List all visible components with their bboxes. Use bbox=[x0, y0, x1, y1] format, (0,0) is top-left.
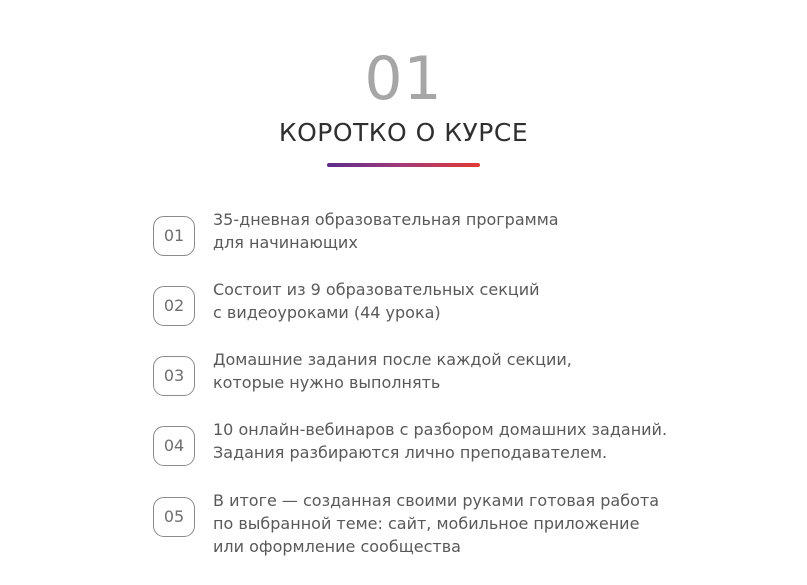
feature-item-4 bbox=[153, 420, 713, 486]
feature-text-line: 10 онлайн-вебинаров с разбором домашних заданий. bbox=[213, 420, 668, 439]
feature-text-line: Задания разбираются лично преподавателем. bbox=[213, 443, 608, 462]
feature-text-line: Домашние задания после каждой секции, bbox=[213, 350, 572, 369]
feature-text-line: которые нужно выполнять bbox=[213, 373, 441, 392]
section-number: 01 bbox=[364, 44, 443, 114]
feature-text-line: 35-дневная образовательная программа bbox=[213, 210, 559, 229]
feature-text-line: с видеоуроками (44 урока) bbox=[213, 303, 441, 322]
feature-item-5 bbox=[153, 491, 713, 577]
feature-text-line: Состоит из 9 образовательных секций bbox=[213, 280, 540, 299]
feature-number-badge: 01 bbox=[153, 216, 195, 256]
feature-item-1 bbox=[153, 210, 713, 276]
feature-item-2 bbox=[153, 280, 713, 346]
feature-text-line: В итоге — созданная своими руками готовая работа bbox=[213, 491, 659, 510]
feature-text-line: для начинающих bbox=[213, 233, 358, 252]
feature-number-badge: 05 bbox=[153, 497, 195, 537]
feature-number-badge: 03 bbox=[153, 356, 195, 396]
feature-item-3 bbox=[153, 350, 713, 416]
feature-number-badge: 04 bbox=[153, 426, 195, 466]
feature-description bbox=[213, 348, 733, 394]
feature-description bbox=[213, 489, 733, 558]
feature-description bbox=[213, 278, 733, 324]
section-title: КОРОТКО О КУРСЕ bbox=[278, 118, 529, 147]
feature-description bbox=[213, 418, 733, 464]
feature-text-line: или оформление сообщества bbox=[213, 537, 461, 556]
feature-text-line: по выбранной теме: сайт, мобильное приложение bbox=[213, 514, 640, 533]
feature-number-badge: 02 bbox=[153, 286, 195, 326]
feature-description bbox=[213, 208, 733, 254]
